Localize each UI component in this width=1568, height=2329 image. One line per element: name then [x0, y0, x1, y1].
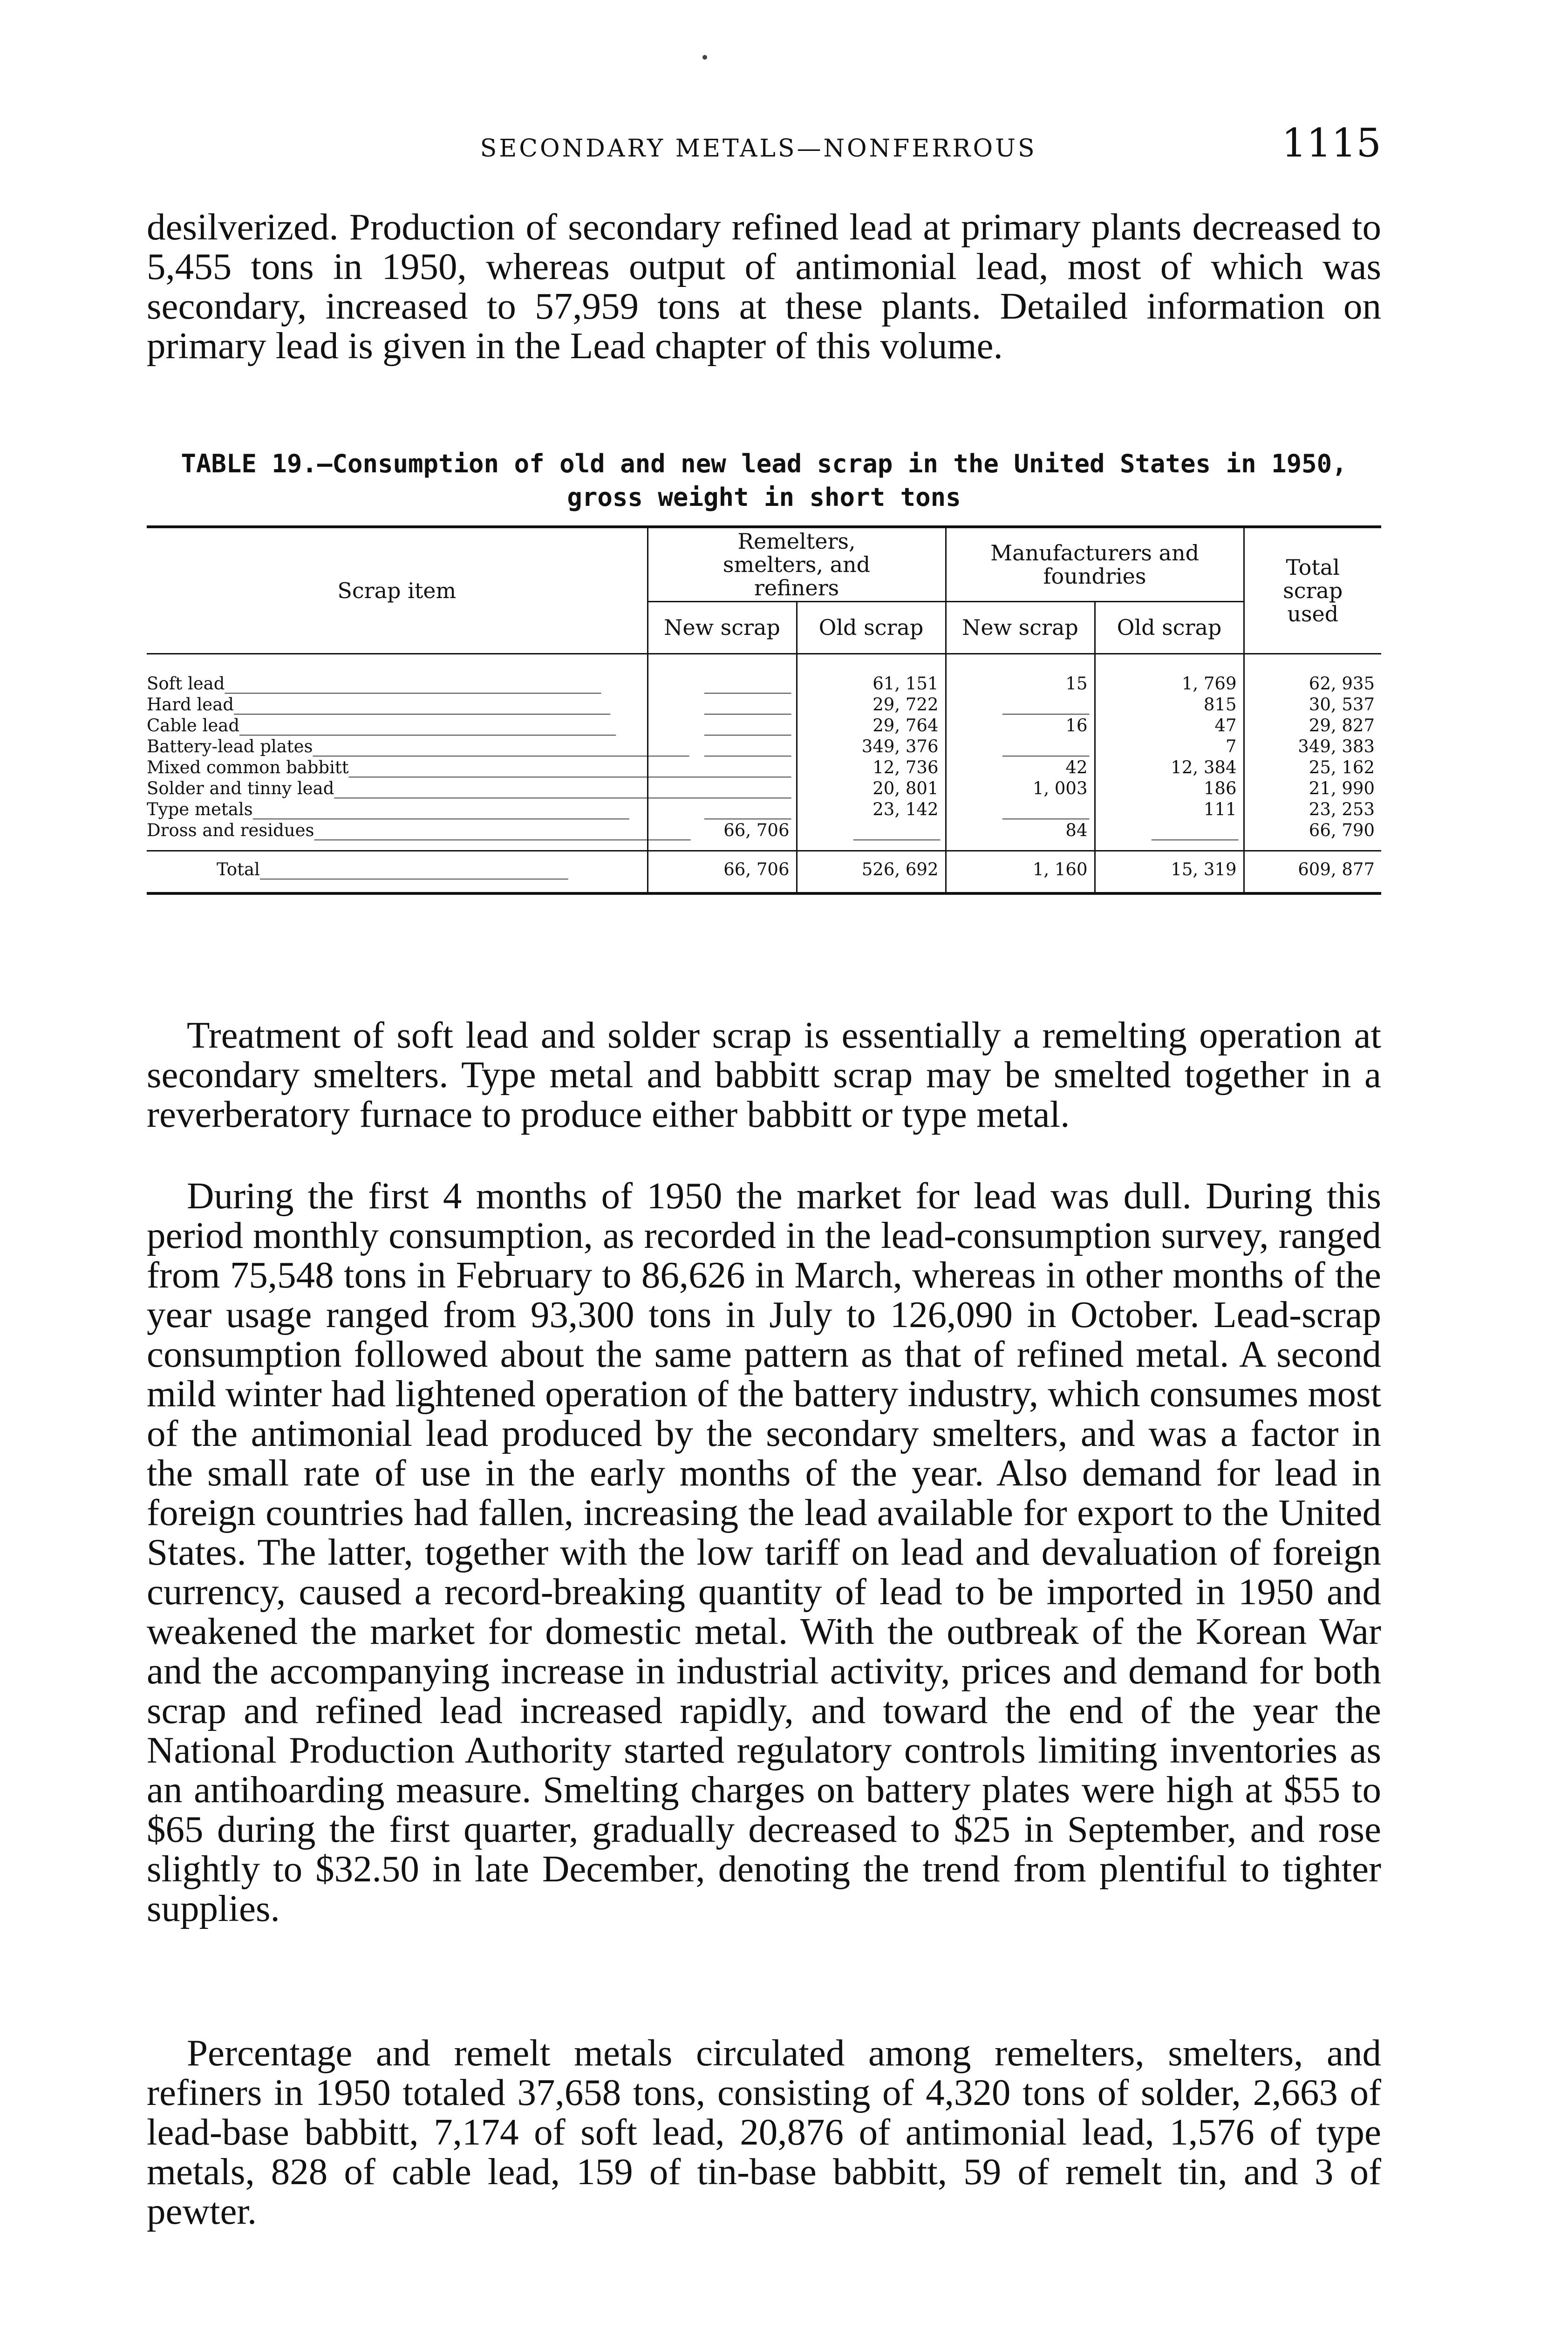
body-paragraph-1: Treatment of soft lead and solder scrap is essentially a remelting operation at secondary smelters. Type metal and babbitt scrap may be smelted together in a reverberatory furnace to produce either babbitt or type metal. — [147, 1014, 1381, 1135]
total-manufacturers-new: 1, 160 — [946, 851, 1095, 893]
header-manufacturers-new-scrap: New scrap — [946, 601, 1095, 654]
scrap-item-label: Cable lead — [147, 715, 240, 735]
total-remelters-old: 526, 692 — [797, 851, 946, 893]
table-row — [147, 757, 1381, 778]
cell-total: 62, 935 — [1244, 654, 1381, 694]
cell-man-new: __________ — [946, 694, 1095, 715]
table-row — [147, 654, 1381, 694]
cell-man-new: __________ — [946, 736, 1095, 757]
cell-total: 29, 827 — [1244, 715, 1381, 736]
scrap-item-cell: Dross and residues____________________________________________ — [147, 820, 689, 840]
cell-total: 21, 990 — [1244, 778, 1381, 799]
body-paragraph-2: During the first 4 months of 1950 the market for lead was dull. During this period monthly consumption, as recorded in the lead-consumption survey, ranged from 75,548 tons in February to 86,626 in March, whereas in other months of the year usage ranged from 93,300 tons in July to 126,090 in October. Lead-scrap consumption followed about the same pattern as that of refined metal. A second mild winter had lightened operation of the battery industry, which consumes most of the antimonial lead produced by the secondary smelters, and was a factor in the small rate of use in the early months of the year. Also demand for lead in foreign countries had fallen, increasing the lead available for export to the United States. The latter, together with the low tariff on lead and devaluation of foreign currency, caused a record-breaking quantity of lead to be imported in 1950 and weakened the market for domestic metal. With the outbreak of the Korean War and the accompanying increase in industrial activity, prices and demand for both scrap and refined lead increased rapidly, and toward the end of the year the National Production Authority started regulatory controls limiting inventories as an antihoarding measure. Smelting charges on battery plates were high at $55 to $65 during the first quarter, gradually decreased to $25 in September, and rose slightly to $32.50 in late December, denoting the trend from plentiful to tighter supplies. — [147, 1175, 1381, 1929]
total-label-cell: Total____________________________________ — [147, 851, 648, 893]
scrap-item-cell: Mixed common babbitt____________________________________________ — [147, 757, 723, 777]
cell-man-new: 15 — [946, 654, 1095, 694]
cell-man-new: __________ — [946, 799, 1095, 820]
table-row — [147, 778, 1381, 799]
cell-rem-new: __________ — [648, 736, 797, 757]
scrap-item-label: Hard lead — [147, 694, 234, 715]
table-row — [147, 799, 1381, 820]
cell-rem-new: __________ — [648, 715, 797, 736]
total-scrap-used: 609, 877 — [1244, 851, 1381, 893]
total-label: Total — [217, 859, 260, 879]
cell-rem-new: __________ — [648, 694, 797, 715]
intro-paragraph: desilverized. Production of secondary refined lead at primary plants decreased to 5,455 tons in 1950, whereas output of antimonial lead, most of which was secondary, increased to 57,959 tons at these plants. Detailed information on primary lead is given in the Lead chapter of this volume. — [147, 206, 1381, 367]
cell-man-old: __________ — [1095, 820, 1244, 851]
cell-total: 23, 253 — [1244, 799, 1381, 820]
header-scrap-item: Scrap item — [147, 527, 648, 654]
cell-man-old: 111 — [1095, 799, 1244, 820]
scrap-item-cell: Cable lead____________________________________________ — [147, 715, 614, 735]
running-header — [147, 120, 1381, 166]
body-paragraph-3: Percentage and remelt metals circulated among remelters, smelters, and refiners in 1950 totaled 37,658 tons, consisting of 4,320 tons of solder, 2,663 of lead-base babbitt, 7,174 of soft lead, 20,876 of antimonial lead, 1,576 of type metals, 828 of cable lead, 159 of tin-base babbitt, 59 of remelt tin, and 3 of pewter. — [147, 2032, 1381, 2232]
scrap-item-label: Soft lead — [147, 673, 225, 694]
cell-man-new: 42 — [946, 757, 1095, 778]
page-speck — [702, 55, 707, 60]
table-row — [147, 820, 1381, 851]
table-caption-line-2: gross weight in short tons — [567, 483, 961, 512]
cell-total: 349, 383 — [1244, 736, 1381, 757]
cell-rem-old: 23, 142 — [797, 799, 946, 820]
scrap-item-cell: Battery-lead plates____________________________________________ — [147, 736, 688, 756]
cell-man-new: 84 — [946, 820, 1095, 851]
cell-man-old: 186 — [1095, 778, 1244, 799]
cell-rem-old: 29, 722 — [797, 694, 946, 715]
cell-total: 25, 162 — [1244, 757, 1381, 778]
cell-total: 66, 790 — [1244, 820, 1381, 851]
scrap-item-label: Mixed common babbitt — [147, 757, 349, 777]
cell-rem-new: __________ — [648, 654, 797, 694]
header-total-scrap: Total scrap used — [1244, 527, 1381, 654]
scrap-item-cell: Soft lead____________________________________________ — [147, 673, 600, 694]
cell-rem-old: 349, 376 — [797, 736, 946, 757]
header-remelters-new-scrap: New scrap — [648, 601, 797, 654]
header-remelters-old-scrap: Old scrap — [797, 601, 946, 654]
table-row — [147, 694, 1381, 715]
cell-rem-new: 66, 706 — [648, 820, 797, 851]
scrap-item-label: Battery-lead plates — [147, 736, 313, 756]
header-remelters-group: Remelters, smelters, and refiners — [648, 527, 946, 601]
table-caption — [147, 447, 1381, 514]
scrap-item-label: Solder and tinny lead — [147, 778, 334, 798]
cell-man-old: 1, 769 — [1095, 654, 1244, 694]
scrap-item-cell: Hard lead____________________________________________ — [147, 694, 609, 715]
header-manufacturers-group: Manufacturers and foundries — [946, 527, 1244, 601]
cell-man-old: 47 — [1095, 715, 1244, 736]
scrap-item-cell: Type metals____________________________________________ — [147, 799, 627, 819]
cell-total: 30, 537 — [1244, 694, 1381, 715]
cell-rem-old: 61, 151 — [797, 654, 946, 694]
cell-rem-new: __________ — [648, 778, 797, 799]
cell-rem-old: __________ — [797, 820, 946, 851]
running-title: SECONDARY METALS—NONFERROUS — [480, 135, 1037, 163]
table-row — [147, 736, 1381, 757]
scrap-item-cell: Solder and tinny lead____________________________________________ — [147, 778, 709, 798]
table-row — [147, 715, 1381, 736]
page-number: 1115 — [1282, 120, 1381, 166]
scrap-item-label: Dross and residues — [147, 820, 314, 840]
cell-rem-new: __________ — [648, 799, 797, 820]
cell-man-new: 16 — [946, 715, 1095, 736]
cell-man-old: 12, 384 — [1095, 757, 1244, 778]
cell-rem-old: 29, 764 — [797, 715, 946, 736]
lead-scrap-table — [147, 525, 1381, 895]
cell-rem-old: 20, 801 — [797, 778, 946, 799]
scrap-item-label: Type metals — [147, 799, 253, 819]
cell-rem-new: __________ — [648, 757, 797, 778]
table-caption-line-1: TABLE 19.—Consumption of old and new lead scrap in the United States in 1950, — [181, 449, 1347, 478]
cell-man-new: 1, 003 — [946, 778, 1095, 799]
table-total-row — [147, 851, 1381, 893]
cell-man-old: 815 — [1095, 694, 1244, 715]
total-remelters-new: 66, 706 — [648, 851, 797, 893]
header-manufacturers-old-scrap: Old scrap — [1095, 601, 1244, 654]
total-manufacturers-old: 15, 319 — [1095, 851, 1244, 893]
cell-rem-old: 12, 736 — [797, 757, 946, 778]
cell-man-old: 7 — [1095, 736, 1244, 757]
